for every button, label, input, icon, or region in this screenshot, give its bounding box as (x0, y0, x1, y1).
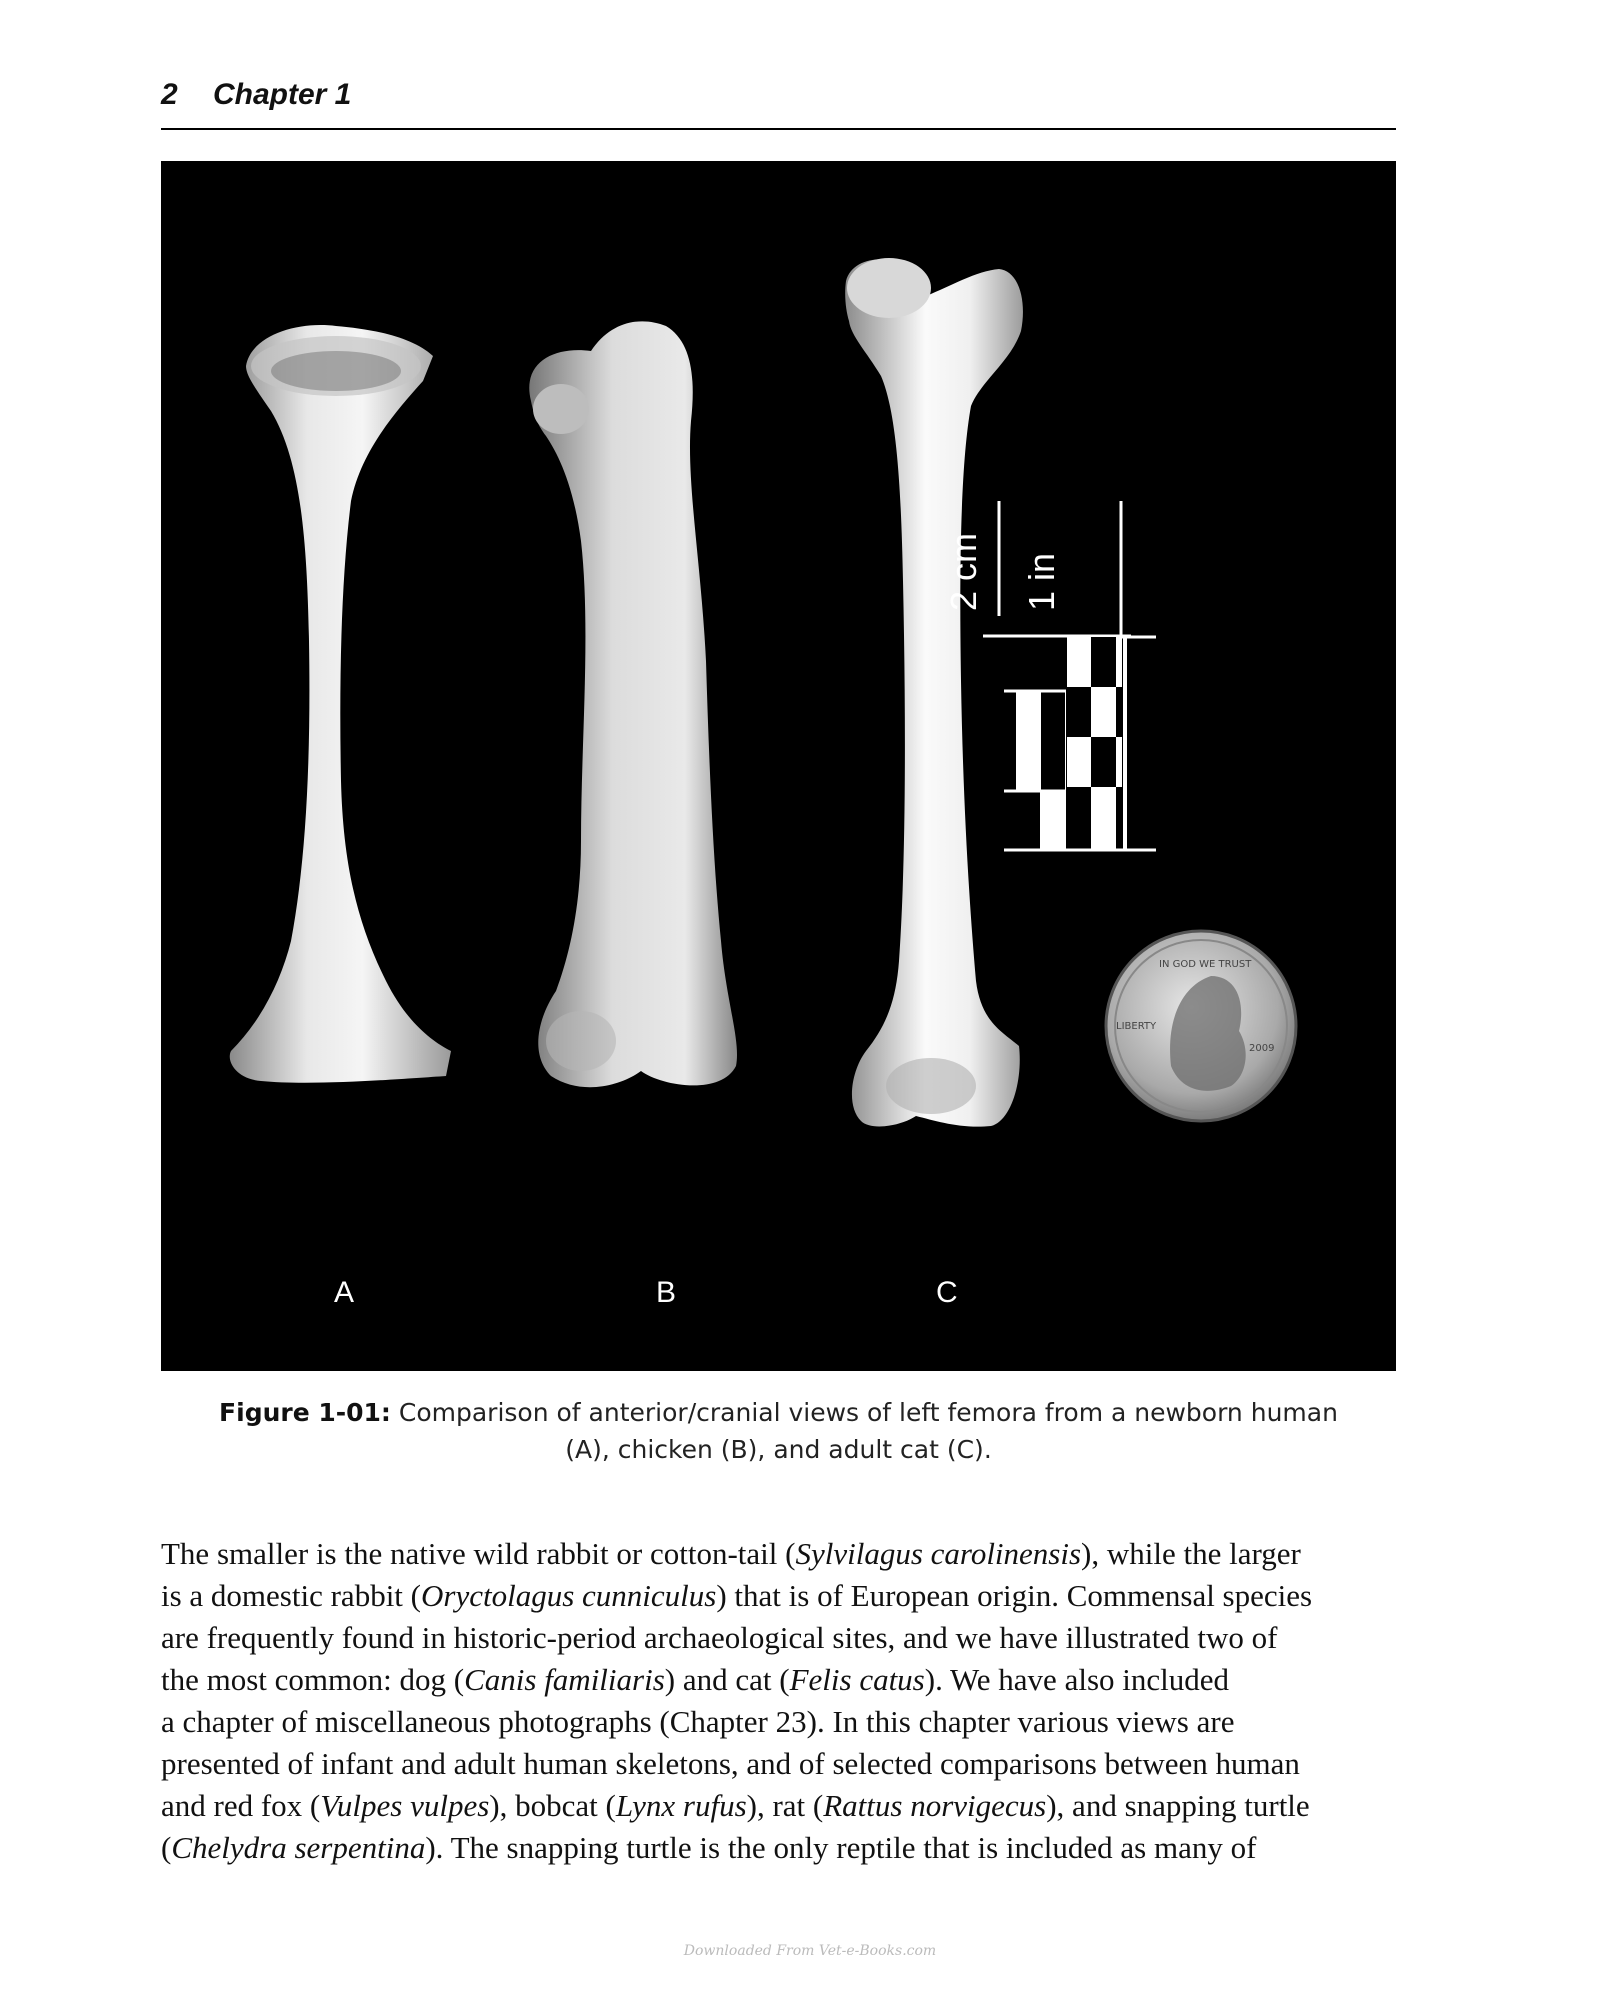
label-c: C (936, 1276, 958, 1309)
caption-text: Comparison of anterior/cranial views of left femora from a newborn human (390, 1398, 1338, 1427)
figure-photo (161, 161, 1396, 1371)
body-paragraph (161, 1533, 1411, 1869)
body-line: The smaller is the native wild rabbit or cotton-tail (Sylvilagus carolinensis), while the larger (161, 1536, 1301, 1571)
running-header (161, 70, 1396, 130)
body-line: (Chelydra serpentina). The snapping turtle is the only reptile that is included as many of (161, 1830, 1257, 1865)
body-line: is a domestic rabbit (Oryctolagus cunniculus) that is of European origin. Commensal species (161, 1578, 1313, 1613)
body-line: the most common: dog (Canis familiaris) and cat (Felis catus). We have also included (161, 1662, 1229, 1697)
coin-motto: IN GOD WE TRUST (1159, 959, 1252, 970)
chapter-title: Chapter 1 (213, 78, 352, 111)
bone-a (230, 325, 451, 1083)
scale-bar (983, 501, 1156, 850)
scale-metric-label: 2 cm (943, 532, 984, 611)
bone-c (845, 258, 1023, 1127)
page-number: 2 (161, 78, 178, 111)
body-line: a chapter of miscellaneous photographs (Chapter 23). In this chapter various views are (161, 1704, 1235, 1739)
caption-line-2: (A), chicken (B), and adult cat (C). (565, 1435, 992, 1464)
figure-caption (161, 1394, 1396, 1468)
scale-imperial-label: 1 in (1021, 552, 1062, 611)
watermark-footer: Downloaded From Vet-e-Books.com (683, 1943, 937, 1959)
bones-illustration (161, 161, 1396, 1371)
coin-year: 2009 (1249, 1043, 1275, 1054)
bone-b (529, 321, 737, 1087)
coin-liberty: LIBERTY (1116, 1021, 1157, 1032)
label-b: B (656, 1276, 677, 1309)
penny-coin (1106, 931, 1296, 1121)
body-line: presented of infant and adult human skeletons, and of selected comparisons between human (161, 1746, 1300, 1781)
caption-label: Figure 1-01: (219, 1398, 391, 1427)
body-line: are frequently found in historic-period archaeological sites, and we have illustrated two of (161, 1620, 1278, 1655)
label-a: A (334, 1276, 355, 1309)
body-line: and red fox (Vulpes vulpes), bobcat (Lynx rufus), rat (Rattus norvigecus), and snapping turtle (161, 1788, 1310, 1823)
